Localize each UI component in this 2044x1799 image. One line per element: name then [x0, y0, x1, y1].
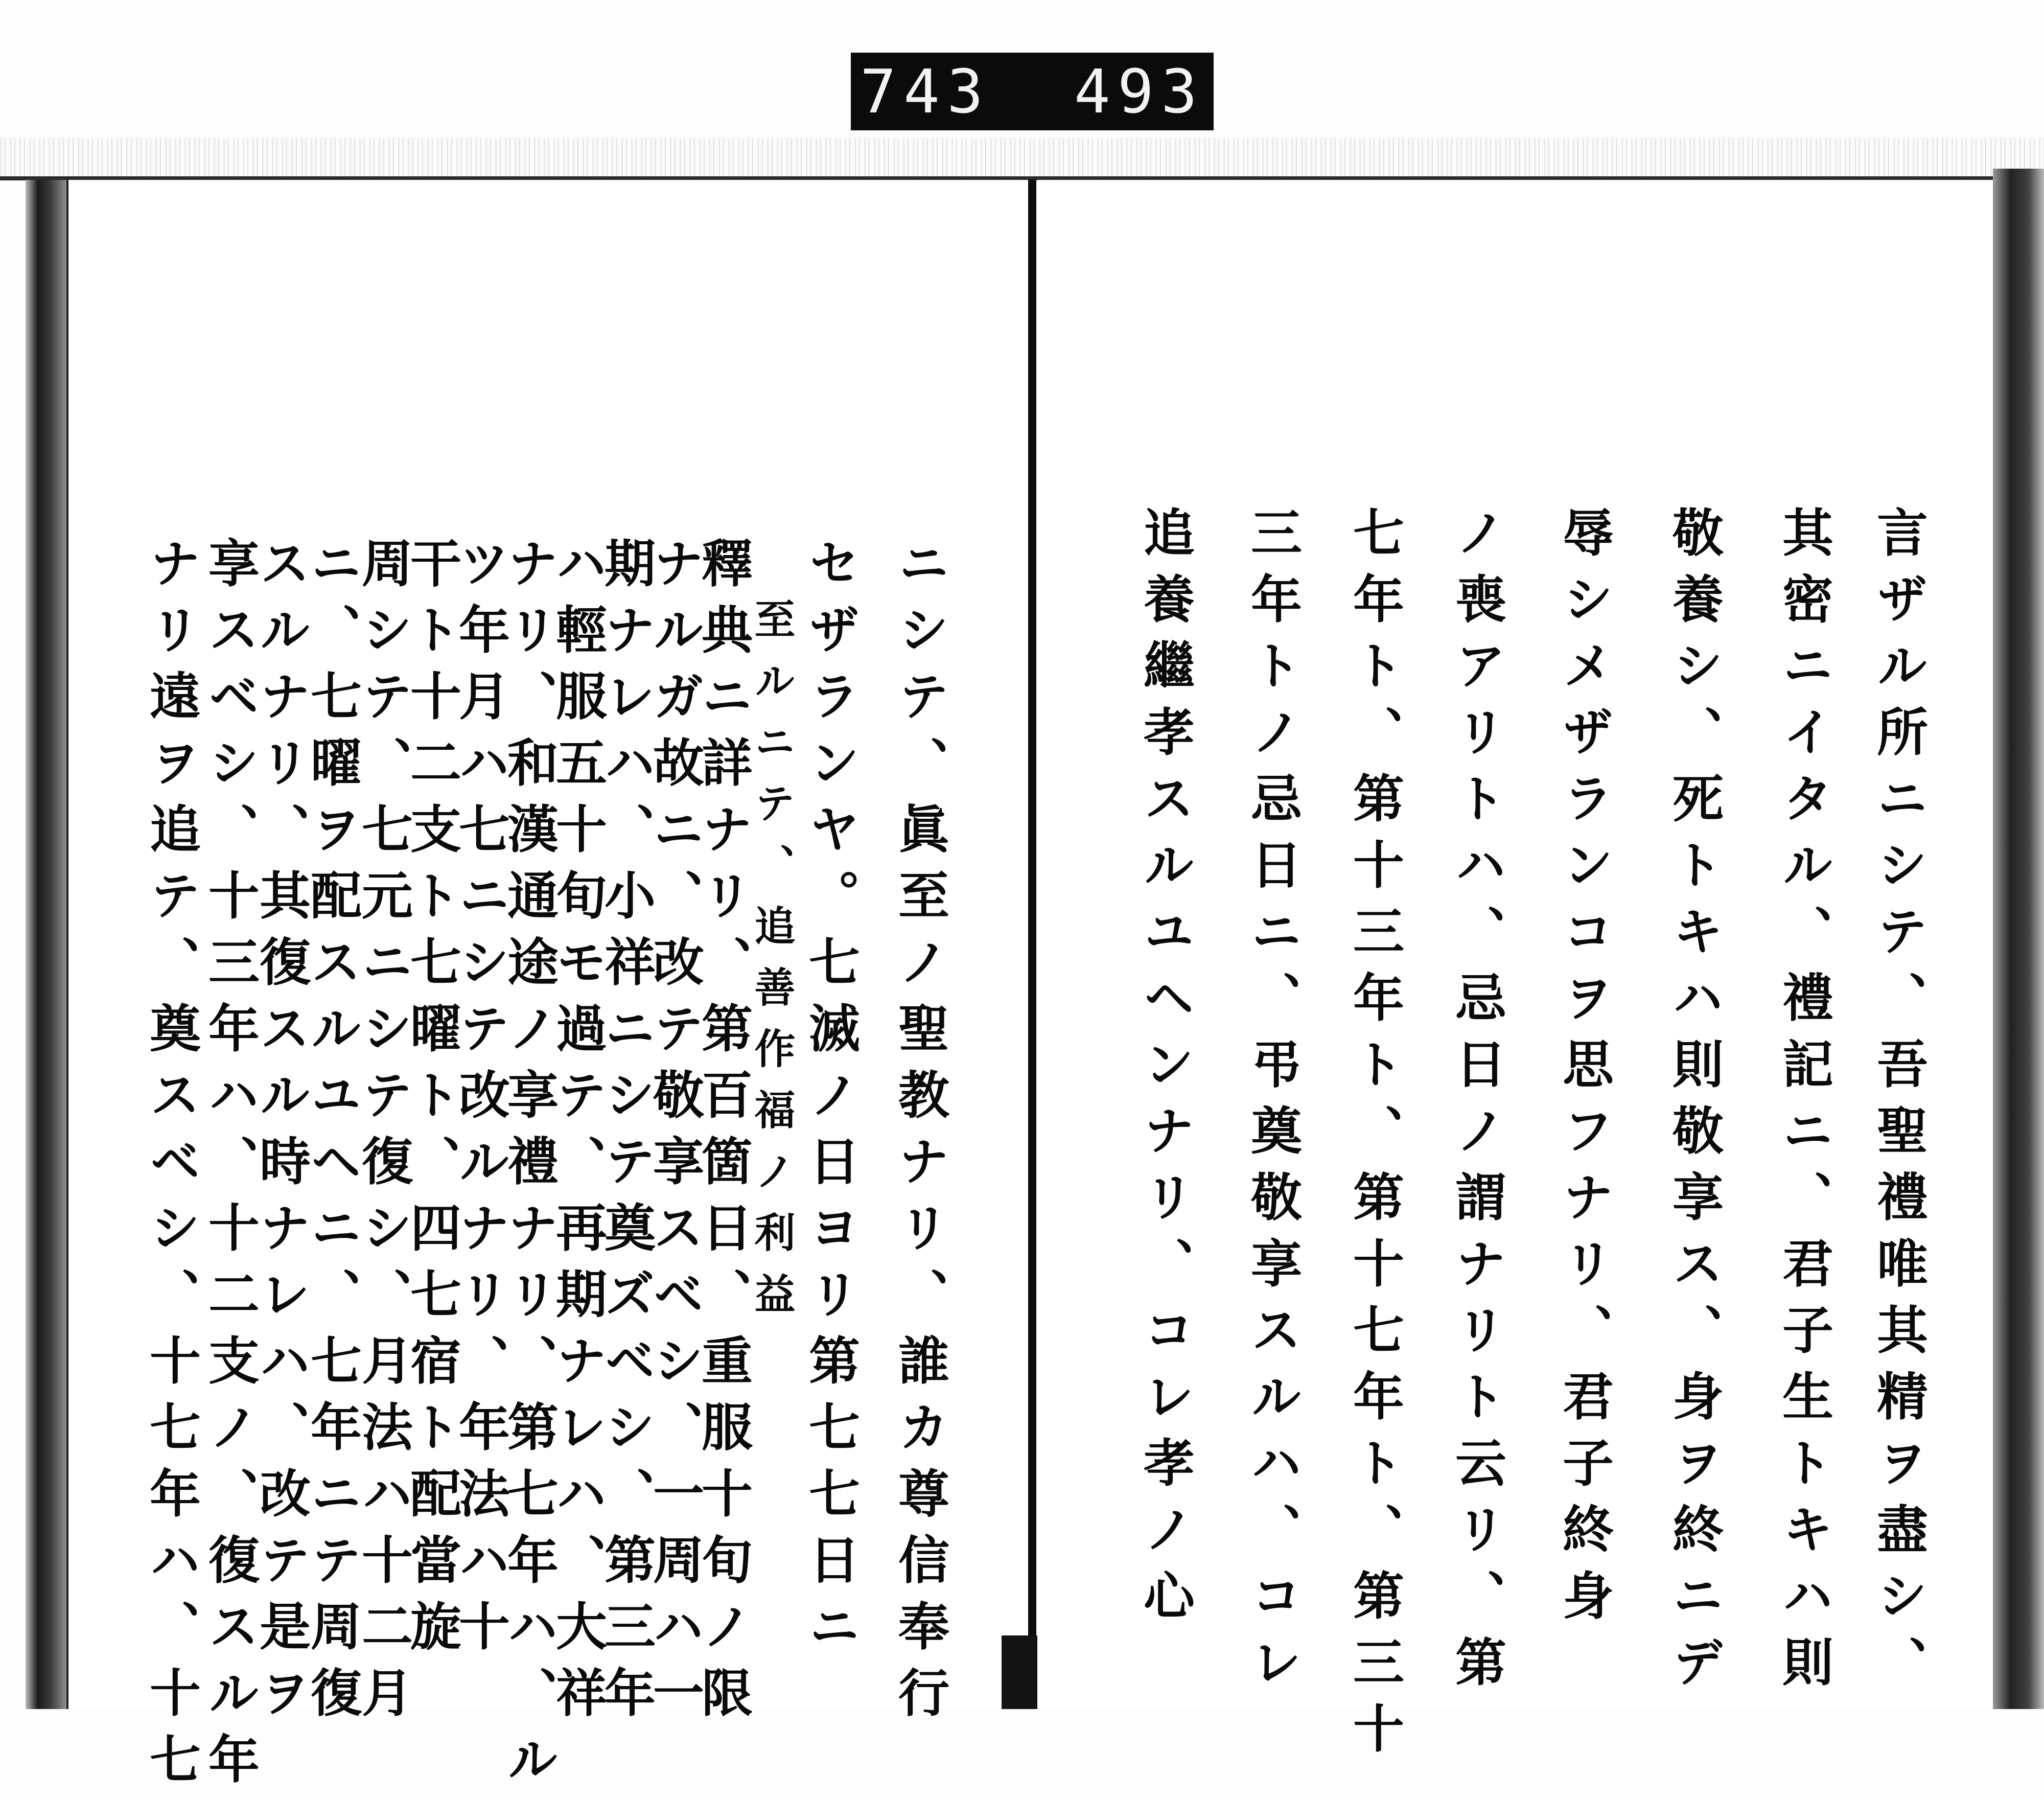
- right-page-column-5: ノ喪アリトハ、忌日ノ謂ナリト云リ、第: [1447, 506, 1507, 1702]
- label-right-number: 493: [1074, 56, 1204, 127]
- left-page-column-15: ナリ遠ヲ追テ、奠スベシ、十七年ハ、十七: [141, 537, 201, 1799]
- label-left-number: 743: [860, 56, 991, 127]
- left-page-column-13: スルナリ、其復スル時ナレハ、改テ是ヲ: [251, 537, 311, 1733]
- left-page-column-9: ツ年月ハ七ニシテ改ルナリ、年法ハ十: [450, 537, 510, 1666]
- left-page-column-14: 享スベシ、十三年ハ、十二支ノ、復スル年: [200, 537, 260, 1799]
- left-page-column-3-annotation: 至ルニテ、追善作福ノ利益: [748, 598, 796, 1334]
- left-page-column-11: 周シテ、七元ニシテ復シ、月法ハ十二月: [353, 537, 413, 1733]
- archive-number-label: [851, 53, 1214, 130]
- right-page-column-2: 其密ニイタル、禮記ニ、君子生トキハ則: [1774, 506, 1834, 1702]
- right-page-column-4: 辱シメザランコヲ思フナリ、君子終身: [1554, 506, 1614, 1635]
- right-page-column-7: 三年トノ忌日ニ、弔奠敬享スルハ、コレ: [1242, 506, 1303, 1702]
- right-book-edge: [1993, 169, 2044, 1709]
- left-page-column-12: ニ、七曜ヲ配スルユヘニ、七年ニテ周復: [302, 537, 362, 1733]
- left-page-column-7: ハ輕服五十旬モ過テ、再期ナレハ、大祥: [547, 537, 608, 1733]
- left-page-column-6: 期ナレハ、小祥ニシテ奠ズベシ、第三年: [596, 537, 656, 1733]
- right-page-column-1: 言ザル所ニシテ、吾聖禮唯其精ヲ盡シ、: [1868, 506, 1929, 1702]
- left-page-column-8: ナリ、和漢通途ノ享禮ナリ、第七年ハ、ル: [499, 537, 559, 1799]
- scan-noise-band: [0, 138, 2044, 179]
- left-page-column-10: 干ト十二支ト七曜ト、四七宿ト配當旋: [402, 537, 462, 1666]
- left-book-edge: [26, 180, 66, 1709]
- right-page-column-8: 追養繼孝スルユヘンナリ、コレ孝ノ心: [1135, 506, 1195, 1635]
- left-page-column-1: ニシテ、眞至ノ聖教ナリ、誰カ尊信奉行: [890, 537, 950, 1733]
- left-page-column-2: セザランヤ。七滅ノ日ヨリ第七七日ニ: [800, 537, 861, 1666]
- left-page-column-4: 釋典ニ詳ナリ、第百箇日、重服十旬ノ限: [693, 537, 753, 1733]
- right-page-column-3: 敬養シ、死トキハ則敬享ス、身ヲ終ニデ: [1664, 506, 1724, 1702]
- book-gutter: [1028, 180, 1036, 1709]
- right-page-column-6: 七年ト、第十三年ト、第十七年ト、第三十: [1344, 506, 1405, 1768]
- left-page-column-5: ナルガ故ニ、改テ敬享スベシ、一周ハ一: [644, 537, 705, 1733]
